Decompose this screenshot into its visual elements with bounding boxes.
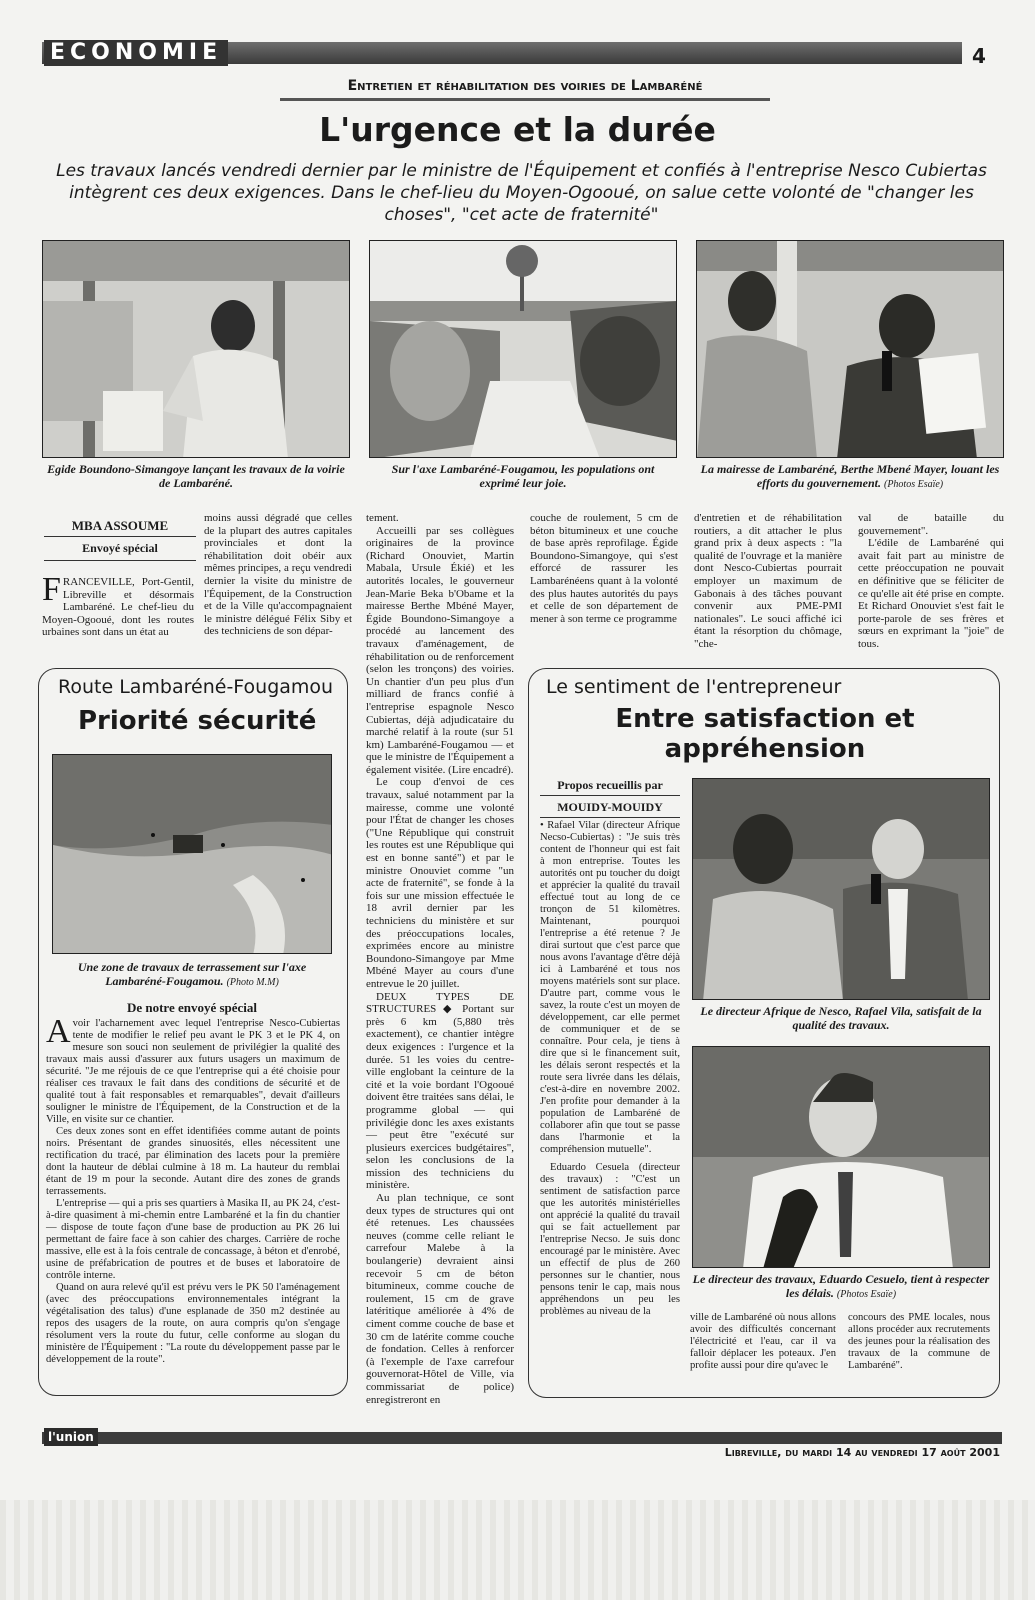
- column-3-p5: Au plan technique, ce sont deux types de structures qui ont été retenues. Les chaussées neuves (comme celle reliant le carrefour Malebe à la boulangerie) devraient ainsi recevoir 5 cm de béton bitumineux, comme couche de roulement, 15 cm de grave latéritique améliorée à 4% de ciment comme couche de base et 30 cm de latérite comme couche de fondation. Celles à renforcer (à l'exemple de l'axe carrefour gouvernorat-Hôtel de Ville, via commissariat de police) enregistreront en: [366, 1192, 514, 1406]
- box-left-credit: (Photo M.M): [226, 977, 279, 988]
- section-rubric: ECONOMIE: [44, 40, 228, 66]
- photo-caption-3: [698, 462, 1002, 492]
- column-6-p2: L'édile de Lambaréné qui avait fait part au ministre de cette préoccupation ne pouvait en définitive que se féliciter de ce qu'elle ait été prise en compte. Et Richard Onouviet s'est fait le porte-parole de ses frères et sœurs en exprimant la "joie" de tous.: [858, 537, 1004, 650]
- box-right-p2: Eduardo Cesuela (directeur des travaux) : "C'est un sentiment de satisfaction parce que les autorités ministérielles ont apprécié la qualité du travail qui se fait actuellement par l'entreprise Necso. Je suis donc encouragé par le ministère. Avec un effectif de plus de 260 personnes sur le chantier, nous pensons tenir le cap, mais nous appréhendons un peu les problèmes au niveau de la: [540, 1162, 680, 1317]
- photo-credit-3: (Photos Esaïe): [883, 479, 944, 490]
- page-edge-shadow: [0, 1500, 1035, 1600]
- box-right-col3-text: concours des PME locales, nous allons procéder aux recrutements des jeunes pour la réalisation des travaux de la commune de Lambaréné".: [848, 1312, 990, 1371]
- photo-earthworks: [52, 754, 332, 954]
- box-right-title: Le sentiment de l'entrepreneur: [542, 676, 845, 698]
- issue-date: Libreville, du mardi 14 au vendredi 17 août 2001: [724, 1446, 1000, 1459]
- photo-caption-1: Egide Boundono-Simangoye lançant les travaux de la voirie de Lambaréné.: [47, 462, 345, 490]
- column-4-text: couche de roulement, 5 cm de béton bitumineux et une couche de base après reprofilage. Égide Boundono-Simangoye, qui s'est efforcé de rassurer les Lambarénéens quant à la volonté des plus hautes autorités du pays et celle de son département de mener à son terme ce programme: [530, 512, 678, 625]
- column-2-text: moins aussi dégradé que celles de la plupart des autres capitales provinciales et dont la réhabilitation doit obéir aux mêmes principes, a reçu vendredi dernier la visite du ministre de l'Équipement, de la Construction et de la Ville qu'accompagnaient le ministre délégué Félix Siby et des techniciens de son dépar-: [204, 512, 352, 638]
- page-number: 4: [972, 44, 986, 68]
- box-left-headline: Priorité sécurité: [78, 706, 317, 736]
- column-3-p4: DEUX TYPES DE STRUCTURES ◆ Portant sur près 6 km (5,880 très exactement), ce chantier intègre deux exigences : l'urgence et la durée. 51 les voies du centre-ville englobant la ceinture de la cité et la voie bordant l'Ogooué doivent être traitées sans délai, le programme global — qui privilégie donc les axes existants — peut être "exécuté sur plusieurs exercices budgétaires", selon les conclusions de la mission des techniciens du ministère.: [366, 990, 514, 1192]
- box-right-p1: • Rafael Vilar (directeur Afrique Necso-Cubiertas) : "Je suis très content de l'honneur qui est fait à mon entreprise. Toutes les autorités ont pu toucher du doigt et apprécier la qualité du travail effectué tout au long de ce tronçon de 51 kilomètres. Maintenant, pourquoi l'entreprise a été retenue ? Je dirai surtout que c'est parce que nous avons l'avantage d'être déjà ici à Lambaréné et tous nos moyens matériels sont sur place. D'autre part, comme vous le savez, la route c'est un moyen de développement, car elle permet de communiquer et de se connaître. Pour cela, je tiens à dire que si le financement suit, les délais seront respectés et la route sera livrée dans les délais, c'est-à-dire en novembre 2002. J'en profite pour demander à la population de Lambaréné de collaborer afin que tout se passe dans l'harmonie et la compréhension mutuelle".: [540, 820, 680, 1155]
- author-name: MBA ASSOUME: [44, 518, 196, 537]
- box-right-byline: [540, 778, 680, 818]
- newspaper-logo: l'union: [44, 1428, 98, 1446]
- photo-minister: [42, 240, 350, 458]
- column-1-text: RANCEVILLE, Port-Gentil, Libreville et désormais Lambaréné. Le chef-lieu du Moyen-Ogooué, dont les routes urbaines sont dans un état au: [42, 576, 194, 639]
- dropcap-a: A: [46, 1013, 71, 1050]
- article-headline: L'urgence et la durée: [319, 110, 716, 149]
- article-kicker: Entretien et réhabilitation des voiries de Lambaréné: [280, 78, 770, 101]
- box-right-byline-2: MOUIDY-MOUIDY: [540, 800, 680, 818]
- article-column-5: [694, 512, 842, 651]
- column-3-p2: Accueilli par ses collègues originaires de la province (Richard Onouviet, Martin Mabala, Ursule Ékié) et les autorités locales, le gouverneur Jean-Marie Beka b'Obame et la mairesse Berthe Mbéné Mayer, Égide Boundono-Simangoye a procédé au lancement des travaux d'aménagement, de réhabilitation ou de renforcement (selon les tronçons) des voiries. Un chantier d'un peu plus d'un milliard de francs confié à l'entreprise espagnole Nesco Cubiertas, déjà adjudicataire du marché relatif à la route (sur 51 km) Lambaréné-Fougamou — et que le ministre de l'Équipement a également visitée. (Lire encadré).: [366, 524, 514, 776]
- box-left-caption: [52, 960, 332, 990]
- author-role: Envoyé spécial: [44, 541, 196, 561]
- box-right-caption-2-text: Le directeur des travaux, Eduardo Cesuelo, tient à respecter les délais.: [692, 1272, 990, 1300]
- article-column-3: [366, 512, 514, 1406]
- box-left-p4: Quand on aura relevé qu'il est prévu vers le PK 50 l'aménagement (avec des préoccupations environnementales intégrant la végétalisation des talus) d'une esplanade de 350 m2 destinée au repos des usagers de la route, on aura compris qu'on s'engage résolument vers la route du futur, celle conforme au slogan du ministère de l'Équipement : "La route du développement passe par le développement de la route".: [46, 1282, 340, 1365]
- box-right-column-3: [848, 1312, 990, 1372]
- photo-caption-2: Sur l'axe Lambaréné-Fougamou, les populations ont exprimé leur joie.: [391, 462, 655, 490]
- column-6-p1: val de bataille du gouvernement".: [858, 512, 1004, 537]
- box-left-byline: De notre envoyé spécial: [126, 1000, 258, 1015]
- box-left-p2: Ces deux zones sont en effet identifiées comme autant de points noirs. Présentant de grandes sinuosités, elles nécessitent une rectification du tracé, par élimination des lacets pour la première dont la hauteur de déblai culmine à 18 m. La hauteur du remblai étant de 19 m pour la seconde. Autant dire des zones de grands terrassements.: [46, 1126, 340, 1197]
- box-left-title: Route Lambaréné-Fougamou: [54, 676, 337, 698]
- photo-rafael-vila: [692, 778, 990, 1000]
- dropcap-f: F: [42, 571, 61, 608]
- article-column-6: [858, 512, 1004, 651]
- article-column-4: [530, 512, 678, 625]
- column-3-p3: Le coup d'envoi de ces travaux, salué notamment par la mairesse, comme une volonté pour l'État de changer les choses ("Une République qui construit les routes est une République qui est en bonne santé") et par le ministre Onouviet comme "un acte de fraternité", se fonde à la fois sur une mission effectuée le 18 avril dernier par les techniciens du ministère et sur des préoccupations locales, exprimées encore au ministre Boundono-Simangoye par Mme Mbéné Mayer au cours d'une entrevue le 20 juillet.: [366, 776, 514, 990]
- byline: [44, 518, 196, 561]
- box-right-column-2: [690, 1312, 836, 1372]
- box-right-headline-line-1: Entre satisfaction et: [615, 704, 915, 734]
- box-right-headline: [540, 704, 990, 764]
- box-left-p1: voir l'acharnement avec lequel l'entreprise Nesco-Cubiertas tente de modifier le relief peu avant le PK 3 et le PK 4, on mesure son souci non seulement de privilégier la qualité des travaux mais aussi d'assurer aux futurs usagers un maximum de sécurité. "Je me réjouis de ce que l'entreprise qui a été choisie pour réaliser ces travaux le fait dans des conditions de sécurité et de qualité tout à fait responsables et remarquables", devait d'ailleurs souligner le ministre de l'Équipement, de la Construction et de la Ville, en visite sur ce chantier.: [46, 1018, 340, 1125]
- photo-crowd: [369, 240, 677, 458]
- box-right-col2-text: ville de Lambaréné où nous allons avoir des difficultés concernant l'électricité et l'eau, car il va falloir déplacer les poteaux. J'en profite aussi pour dire qu'avec le: [690, 1312, 836, 1371]
- article-column-2: [204, 512, 352, 638]
- column-3-p1: tement.: [366, 512, 399, 524]
- photo-mayor: [696, 240, 1004, 458]
- photo-caption-3-text: La mairesse de Lambaréné, Berthe Mbené Mayer, louant les efforts du gouvernement.: [700, 462, 1000, 490]
- box-right-column-1: [540, 820, 680, 1318]
- column-5-text: d'entretien et de réhabilitation routiers, a dit attacher le plus grand prix à deux aspects : "la qualité de l'ouvrage et la manière dont Nesco-Cubiertas pourrait employer un maximum de Gabonais à des tâches pouvant convenir aux PME-PMI nationales". Le souci affiché ici étant la résorption du chômage, "che-: [694, 512, 842, 650]
- article-column-1: [42, 571, 194, 639]
- box-right-caption-1: Le directeur Afrique de Nesco, Rafael Vila, satisfait de la qualité des travaux.: [700, 1004, 982, 1032]
- footer-band: [42, 1432, 1002, 1444]
- box-right-caption-2: [692, 1272, 990, 1302]
- box-right-byline-1: Propos recueillis par: [540, 778, 680, 796]
- box-right-credit-2: (Photos Esaïe): [836, 1289, 897, 1300]
- article-lead: Les travaux lancés vendredi dernier par le ministre de l'Équipement et confiés à l'entreprise Nesco Cubiertas intègrent ces deux exigences. Dans le chef-lieu du Moyen-Ogooué, on salue cette volonté de "changer les choses", "cet acte de fraternité": [56, 161, 987, 225]
- photo-eduardo-cesuela: [692, 1046, 990, 1268]
- box-left-text: [46, 1013, 340, 1366]
- box-left-caption-text: Une zone de travaux de terrassement sur l'axe Lambaréné-Fougamou.: [77, 960, 307, 988]
- box-left-p3: L'entreprise — qui a pris ses quartiers à Masika II, au PK 24, c'est-à-dire quasiment à mi-chemin entre Lambaréné et la fin du chantier — dispose de toute façon d'une base de production au PK 26 lui permettant de faire face à son cahier des charges. Carrière de roche massive, elle est à la fois centrale de concassage, à béton et d'enrobé, usine de préfabrication de poutres et de buses et laboratoire de contrôle interne.: [46, 1198, 340, 1281]
- box-right-headline-line-2: appréhension: [664, 734, 866, 764]
